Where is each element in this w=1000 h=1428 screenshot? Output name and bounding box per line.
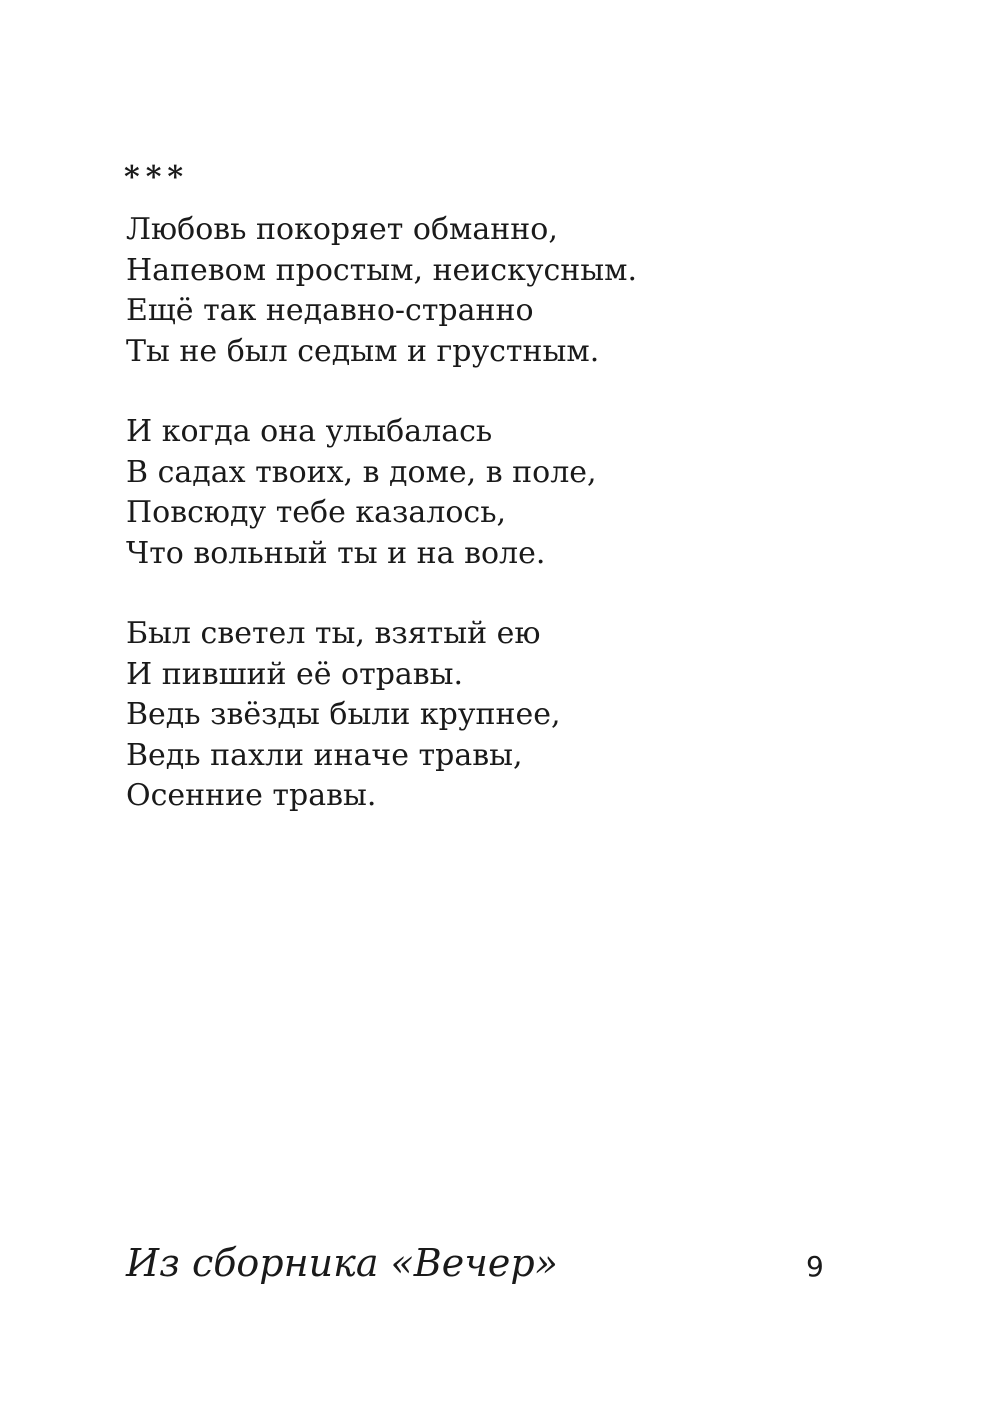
poem-line: Ведь пахли иначе травы, — [126, 737, 523, 773]
stanza-2 — [126, 412, 886, 574]
poem-line: И пивший её отравы. — [126, 656, 464, 692]
poem-line: Напевом простым, неискусным. — [126, 252, 638, 288]
poem-line: Что вольный ты и на воле. — [126, 535, 546, 571]
poem-line: Ты не был седым и грустным. — [126, 333, 600, 369]
section-separator: *** — [124, 160, 190, 195]
poem-body — [126, 210, 886, 857]
poem-line: Был светел ты, взятый ею — [126, 616, 541, 651]
poem-line: И когда она улыбалась — [126, 414, 493, 449]
poem-line: В садах твоих, в доме, в поле, — [126, 454, 597, 490]
poem-line: Ещё так недавно-странно — [126, 293, 534, 328]
poem-line: Осенние травы. — [126, 778, 377, 813]
stanza-1 — [126, 210, 886, 372]
page-number: 9 — [806, 1250, 824, 1283]
stanza-3 — [126, 614, 886, 817]
poem-line: Ведь звёзды были крупнее, — [126, 697, 561, 732]
running-footer-title: Из сборника «Вечер» — [126, 1241, 558, 1285]
poem-line: Повсюду тебе казалось, — [126, 495, 507, 530]
poem-line: Любовь покоряет обманно, — [126, 212, 558, 247]
